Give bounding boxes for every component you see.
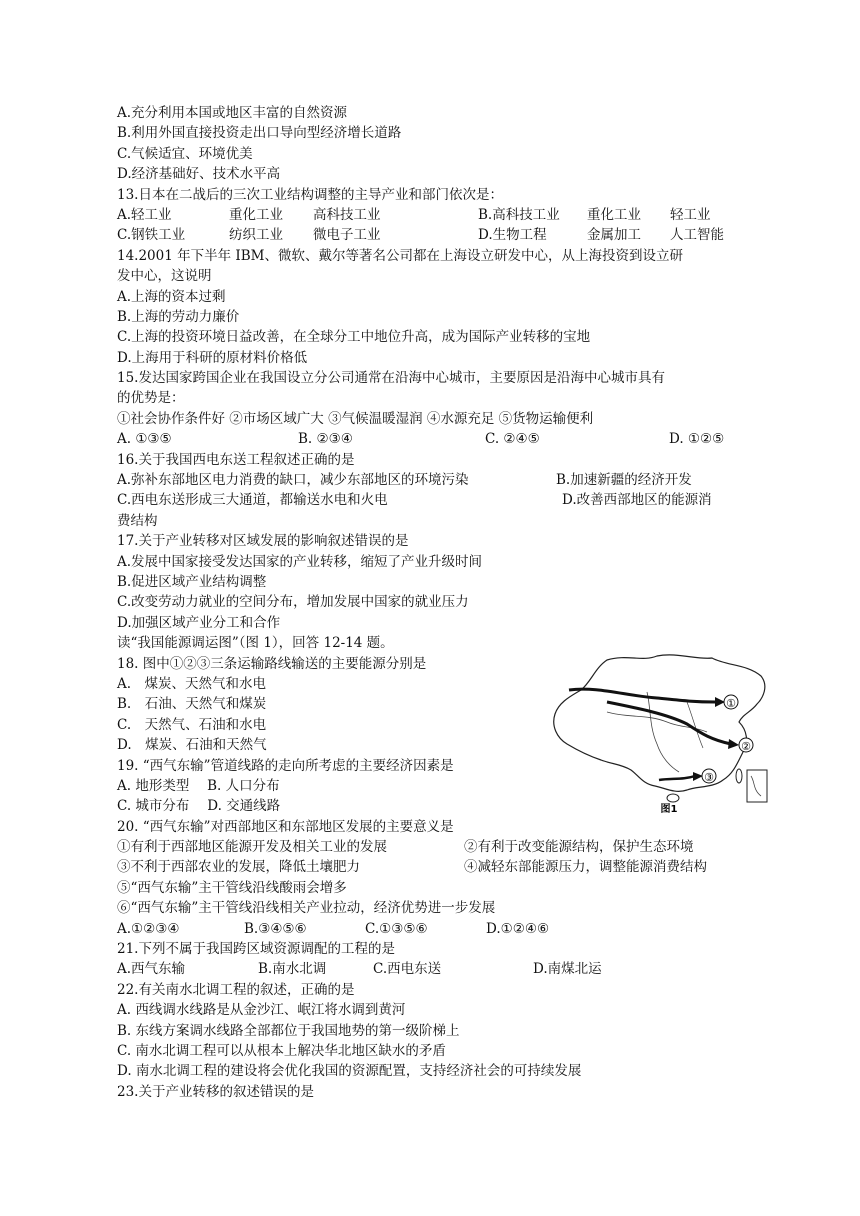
question-19-row1: A. 地形类型 B. 人口分布 bbox=[117, 777, 280, 794]
question-22-stem: 22.有关南水北调工程的叙述，正确的是 bbox=[117, 981, 355, 998]
question-15-stem-cont: 的优势是： bbox=[117, 390, 185, 407]
option-line: D. 南水北调工程的建设将会优化我国的资源配置，支持经济社会的可持续发展 bbox=[117, 1063, 582, 1080]
q16-d: D.改善西部地区的能源消 bbox=[562, 492, 712, 509]
question-13-stem: 13.日本在二战后的三次工业结构调整的主导产业和部门依次是： bbox=[117, 186, 503, 203]
route-1-marker: ① bbox=[726, 697, 736, 710]
route-1-line bbox=[569, 689, 715, 702]
q21-a: A.西气东输 bbox=[117, 961, 186, 978]
question-16-stem: 16.关于我国西电东送工程叙述正确的是 bbox=[117, 451, 355, 468]
q20-d: D.①②④⑥ bbox=[486, 920, 550, 937]
q13-a1: A.轻工业 bbox=[117, 206, 172, 223]
question-16-row-ab bbox=[117, 470, 757, 490]
option-line: B.促进区域产业结构调整 bbox=[117, 573, 267, 590]
option-line: C. 南水北调工程可以从根本上解决华北地区缺水的矛盾 bbox=[117, 1042, 446, 1059]
q21-d: D.南煤北运 bbox=[533, 961, 602, 978]
option-line: A. 西线调水线路是从金沙江、岷江将水调到黄河 bbox=[117, 1002, 406, 1019]
q13-d1: D.生物工程 bbox=[478, 227, 547, 244]
question-15-items: ①社会协作条件好 ②市场区域广大 ③气候温暖湿润 ④水源充足 ⑤货物运输便利 bbox=[117, 410, 594, 427]
option-line: B. 石油、天然气和煤炭 bbox=[117, 696, 267, 713]
question-21-options bbox=[117, 959, 757, 979]
question-13-row-cd bbox=[117, 225, 757, 245]
option-line: D.上海用于科研的原材料价格低 bbox=[117, 349, 308, 366]
exam-page bbox=[117, 103, 757, 1102]
q13-d2: 金属加工 bbox=[587, 227, 641, 244]
option-line: B. 东线方案调水线路全部都位于我国地势的第一级阶梯上 bbox=[117, 1022, 460, 1039]
question-16-row-cd bbox=[117, 490, 757, 510]
q13-a3: 高科技工业 bbox=[313, 206, 381, 223]
q15-a: A. ①③⑤ bbox=[117, 431, 172, 448]
question-20-options bbox=[117, 919, 757, 939]
q13-c3: 微电子工业 bbox=[313, 227, 381, 244]
route-3-marker: ③ bbox=[704, 771, 714, 784]
china-outline bbox=[554, 655, 765, 791]
question-14-stem: 14.2001 年下半年 IBM、微软、戴尔等著名公司都在上海设立研发中心，从上海投资到设立研 bbox=[117, 247, 683, 264]
china-map-figure bbox=[547, 652, 773, 814]
option-line: A. 煤炭、天然气和水电 bbox=[117, 675, 267, 692]
q13-c2: 纺织工业 bbox=[229, 227, 283, 244]
q20-b: B.③④⑤⑥ bbox=[244, 920, 307, 937]
question-15-options bbox=[117, 429, 757, 449]
read-instruction: 读“我国能源调运图”（图 1），回答 12-14 题。 bbox=[117, 635, 394, 652]
q13-d3: 人工智能 bbox=[670, 227, 724, 244]
option-line: D.经济基础好、技术水平高 bbox=[117, 166, 281, 183]
energy-transport-map bbox=[547, 652, 773, 814]
q20-item-2: ②有利于改变能源结构，保护生态环境 bbox=[464, 839, 694, 856]
q20-item-6: ⑥“西气东输”主干管线沿线相关产业拉动，经济优势进一步发展 bbox=[117, 900, 496, 917]
question-19-row2: C. 城市分布 D. 交通线路 bbox=[117, 798, 281, 815]
question-23-stem: 23.关于产业转移的叙述错误的是 bbox=[117, 1083, 314, 1100]
q20-item-5: ⑤“西气东输”主干管线沿线酸雨会增多 bbox=[117, 879, 347, 896]
q20-c: C.①③⑤⑥ bbox=[365, 920, 428, 937]
q21-b: B.南水北调 bbox=[258, 961, 327, 978]
route-3-line bbox=[659, 776, 695, 780]
question-20-row-12 bbox=[117, 837, 757, 857]
option-line: A.发展中国家接受发达国家的产业转移，缩短了产业升级时间 bbox=[117, 553, 483, 570]
question-16-d-cont: 费结构 bbox=[117, 512, 158, 529]
figure-label: 图1 bbox=[660, 804, 678, 814]
q15-d: D. ①②⑤ bbox=[669, 431, 725, 448]
option-line: D.加强区域产业分工和合作 bbox=[117, 614, 281, 631]
question-21-stem: 21.下列不属于我国跨区域资源调配的工程的是 bbox=[117, 941, 395, 958]
q20-a: A.①②③④ bbox=[117, 920, 180, 937]
option-line: C.上海的投资环境日益改善，在全球分工中地位升高，成为国际产业转移的宝地 bbox=[117, 329, 591, 346]
question-14-stem-cont: 发中心，这说明 bbox=[117, 268, 212, 285]
q13-c1: C.钢铁工业 bbox=[117, 227, 186, 244]
question-18-stem: 18. 图中①②③三条运输路线输送的主要能源分别是 bbox=[117, 655, 427, 672]
q21-c: C.西电东送 bbox=[373, 961, 442, 978]
q16-b: B.加速新疆的经济开发 bbox=[556, 472, 692, 489]
route-2-marker: ② bbox=[741, 740, 751, 753]
question-13-row-ab bbox=[117, 205, 757, 225]
option-line: D. 煤炭、石油和天然气 bbox=[117, 737, 267, 754]
option-line: A.上海的资本过剩 bbox=[117, 288, 226, 305]
option-line: B.上海的劳动力廉价 bbox=[117, 308, 240, 325]
option-line: C.气候适宜、环境优美 bbox=[117, 145, 253, 162]
q16-c: C.西电东送形成三大通道，都输送水电和火电 bbox=[117, 492, 388, 509]
q20-item-3: ③不利于西部农业的发展，降低土壤肥力 bbox=[117, 859, 360, 876]
q16-a: A.弥补东部地区电力消费的缺口，减少东部地区的环境污染 bbox=[117, 472, 469, 489]
question-17-stem: 17.关于产业转移对区域发展的影响叙述错误的是 bbox=[117, 533, 409, 550]
q20-item-4: ④减轻东部能源压力，调整能源消费结构 bbox=[464, 859, 707, 876]
q13-b1: B.高科技工业 bbox=[478, 206, 560, 223]
question-20-row-34 bbox=[117, 857, 757, 877]
q13-a2: 重化工业 bbox=[229, 206, 283, 223]
question-20-stem: 20. “西气东输”对西部地区和东部地区发展的主要意义是 bbox=[117, 818, 454, 835]
q15-b: B. ②③④ bbox=[298, 431, 353, 448]
question-19-stem: 19. “西气东输”管道线路的走向所考虑的主要经济因素是 bbox=[117, 757, 454, 774]
option-line: A.充分利用本国或地区丰富的自然资源 bbox=[117, 105, 348, 121]
q15-c: C. ②④⑤ bbox=[485, 431, 540, 448]
q13-b2: 重化工业 bbox=[587, 206, 641, 223]
option-line: C. 天然气、石油和水电 bbox=[117, 716, 267, 733]
option-line: C.改变劳动力就业的空间分布，增加发展中国家的就业压力 bbox=[117, 594, 469, 611]
q13-b3: 轻工业 bbox=[670, 206, 711, 223]
option-line: B.利用外国直接投资走出口导向型经济增长道路 bbox=[117, 125, 402, 142]
question-15-stem: 15.发达国家跨国企业在我国设立分公司通常在沿海中心城市，主要原因是沿海中心城市具有 bbox=[117, 370, 665, 387]
q20-item-1: ①有利于西部地区能源开发及相关工业的发展 bbox=[117, 839, 387, 856]
